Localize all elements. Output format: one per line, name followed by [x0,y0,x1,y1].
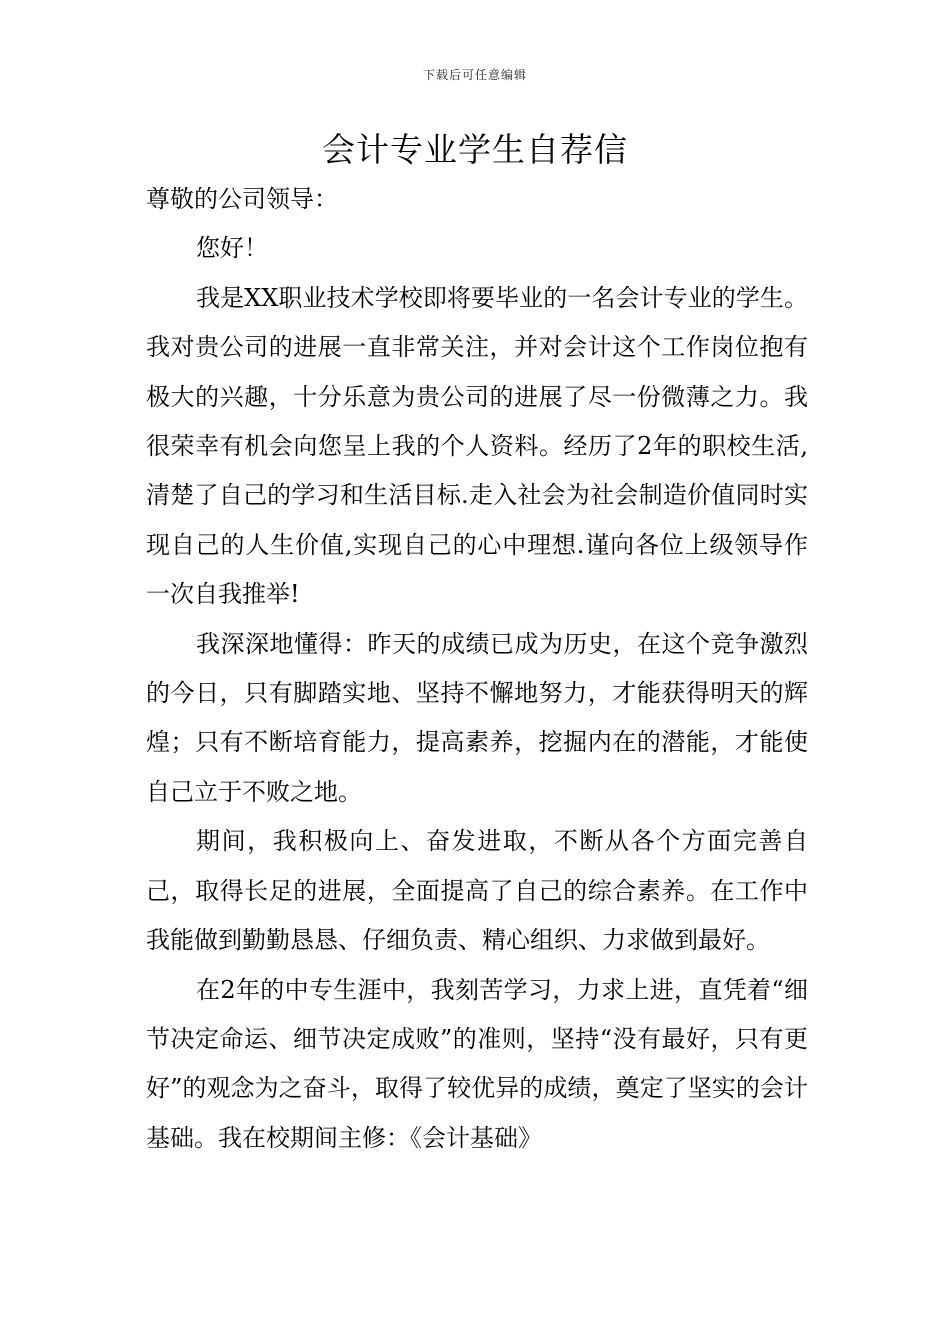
understanding-paragraph: 我深深地懂得：昨天的成绩已成为历史，在这个竞争激烈的今日，只有脚踏实地、坚持不懈地努力，才能获得明天的辉煌；只有不断培育能力，提高素养，挖掘内在的潜能，才能使自己立于不败之地。 [146,629,808,806]
greeting-paragraph: 您好！ [196,234,268,263]
introduction-paragraph: 我是XX职业技术学校即将要毕业的一名会计专业的学生。我对贵公司的进展一直非常关注，并对会计这个工作岗位抱有极大的兴趣，十分乐意为贵公司的进展了尽一份微薄之力。我很荣幸有机会向您呈上我的个人资料。经历了2年的职校生活,清楚了自己的学习和生活目标.走入社会为社会制造价值同时实现自己的人生价值,实现自己的心中理想.谨向各位上级领导作一次自我推举! [146,283,808,609]
study-paragraph: 在2年的中专生涯中，我刻苦学习，力求上进，直凭着“细节决定命运、细节决定成败”的准则，坚持“没有最好，只有更好”的观念为之奋斗，取得了较优异的成绩，奠定了坚实的会计基础。我在校期间主修：《会计基础》 [146,975,808,1152]
self-improvement-paragraph: 期间，我积极向上、奋发进取，不断从各个方面完善自己，取得长足的进展，全面提高了自己的综合素养。在工作中我能做到勤勤恳恳、仔细负责、精心组织、力求做到最好。 [146,827,808,955]
document-title: 会计专业学生自荐信 [322,130,628,169]
page-header-note: 下载后可任意编辑 [422,68,527,82]
salutation: 尊敬的公司领导： [146,185,338,213]
letter-body [146,175,808,1163]
